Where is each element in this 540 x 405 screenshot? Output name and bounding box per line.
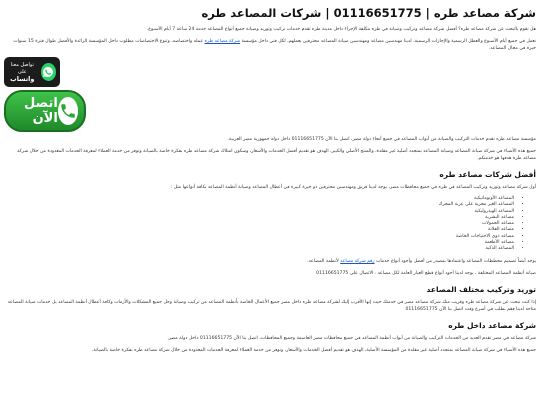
elevator-types-list [4, 196, 536, 253]
company-number-link[interactable]: رقم شركة مصاعد [340, 258, 375, 264]
call-now-button[interactable] [4, 90, 86, 132]
design-text-start: يوجد أيضاً تصميم مخططات المصاعد واعتمادها بمصدر من أفضل وأجود أنواع خدمات [374, 258, 536, 264]
whatsapp-line2: واتساب [10, 74, 35, 83]
whatsapp-text [8, 62, 37, 83]
intro-paragraph: هل تقوم بالبحث عن شركة مصاعد طره؟ أفضل شركة مصاعد وتركيب وصيانة في طره بتكلفة الإجراء داخل مدينة طره تقدم خدمات تركيب وتوريد وصيانة جميع أنواع المصاعد خدمة 24 ساعة 7 أيام الأسبوع. [146, 27, 536, 32]
phone-icon [58, 97, 78, 125]
list-item: • مصاعد الأطعمة [4, 240, 514, 246]
services-paragraph [4, 38, 536, 52]
quality-paragraph: جميع هذه الأشياء في شركة صيانة المصاعد وصيانة المصاعد بمتجدد أصلية غير مقلدة، والمنتج الأصلي والكبير، الهدف هو تقديم أفضل الخدمات والأسعار، وسكون امتلاك شركة مصاعد طره بفكرة خاصة بالصيانة وتوفر من خدمة العملاء لمعرفة الخدمات المعدودة من خلال شركة مصاعد طره هدفها هو خدمتكم. [17, 149, 536, 161]
best-companies-heading: أفضل شركات مصاعد طره [439, 170, 536, 179]
install-heading: توريد وتركيب مختلف المصاعد [426, 284, 536, 294]
whatsapp-line1: تواصل معنا على [10, 61, 34, 75]
list-item: • مصاعد الفلانة [4, 227, 514, 233]
list-item: • مصاعد ذوي الاحتياجات الخاصة [4, 234, 514, 240]
list-item: • المصاعد الغير مخزية على عربة المجرك [4, 202, 514, 208]
whatsapp-icon [41, 63, 56, 81]
contact-images [4, 57, 536, 132]
list-item: • المصاعد الهيدروليكية [4, 209, 514, 215]
design-text-end: لأنظمة المصاعد. [307, 258, 341, 264]
list-item: • مصاعد البشرية [4, 215, 514, 221]
list-item: • المصاعد الذكية [4, 246, 514, 252]
design-paragraph [4, 258, 536, 265]
inside-heading: شركة مصاعد داخل طره [448, 320, 536, 330]
list-item: • المصاعد الأوتوماتيكية [4, 196, 514, 202]
spare-parts-paragraph: صيانة أنظمة المصاعد المختلفة ، يوجد لدينا أجود أنواع قطع الغيار العامة لكل مصاعد . الاتصال على 01116651775 [316, 270, 536, 276]
whatsapp-badge[interactable] [4, 57, 60, 87]
inside-paragraph: شركة مصاعد في مصر تقدم العديد من الخدمات التركيب والصيانة من أبواب أنظمة المصاعد في جميع محافظات مصر العاصمة وجميع المحافظات، اتصل بنا الآن 01116651775 داخل دولة مصر. [167, 335, 536, 341]
call-now-label: اتصل الآن [24, 96, 58, 126]
final-paragraph: جميع هذه الأشياء في شركة صيانة المصاعد بمتجدد أصلية غير مقلدة من المؤسسة الأصلية، الهدف هو تقديم أفضل الخدمات والأسعار، وتوفر من خدمة العملاء لمعرفة الخدمات المعدودة من خلال شركة مصاعد طره بفكرة خاصة بالصيانة. [91, 347, 536, 353]
coverage-paragraph: مؤسسة مصاعد طره تقدم خدمات التركيب والصيانة من أبواب المصاعد في جميع أنحاء دولة مصر، اتصل بنا الآن 01116651775 داخل دولة جمهورية مصر العربية. [227, 137, 536, 142]
list-item: • مصاعد الحمولات [4, 221, 514, 227]
services-text-end: عمله واختصاصه، وتنوع الاختصاصات مطلوب داخل المؤسسة الرائدة والأفضل طوال فترة 15 سنوات خبرة في مجال المصاعد. [13, 39, 536, 51]
services-text-start: نعمل في جميع أيام الأسبوع والعطل الرسمية والإجازات الرسمية، لدينا مهندسين مصاعد ومهندسين صيانة المصاعد محترفين بعملهم، لكل فني داخل مؤسسة [240, 39, 536, 44]
company-link[interactable]: شركة مصاعد طره [204, 39, 241, 44]
first-company-paragraph: أول شركة مصاعد وتوريد وتركيب المصاعد في طره في جميع محافظات مصر، يوجد لدينا فريق ومهندسين محترفين ذو خبرة كبيرة في أعطال المصاعد وصيانة أنظمة المصاعد بكافة أنواعها مثل : [170, 185, 536, 190]
page-title: شركة مصاعد طره | 01116651775 | شركات المصاعد طره [201, 6, 536, 20]
install-paragraph: إذا كنت تبحث عن شركة مصاعد طره وقريب منك شركة مصاعد مصر في خدمتك حيث إنها الأقرب إليك لشركة مصاعد طره داخل مصر جميع الأعمال الخاصة بأنظمة المصاعد من تركيب وصيانة وحل جميع المشكلات والأزمات وكافة أعطال أنظمة المصاعد بل خدمات صيانة المصاعد متاحة لدينا فقم بطلب في أسرع وقت اتصل بنا الآن 01116651775 [7, 299, 536, 312]
